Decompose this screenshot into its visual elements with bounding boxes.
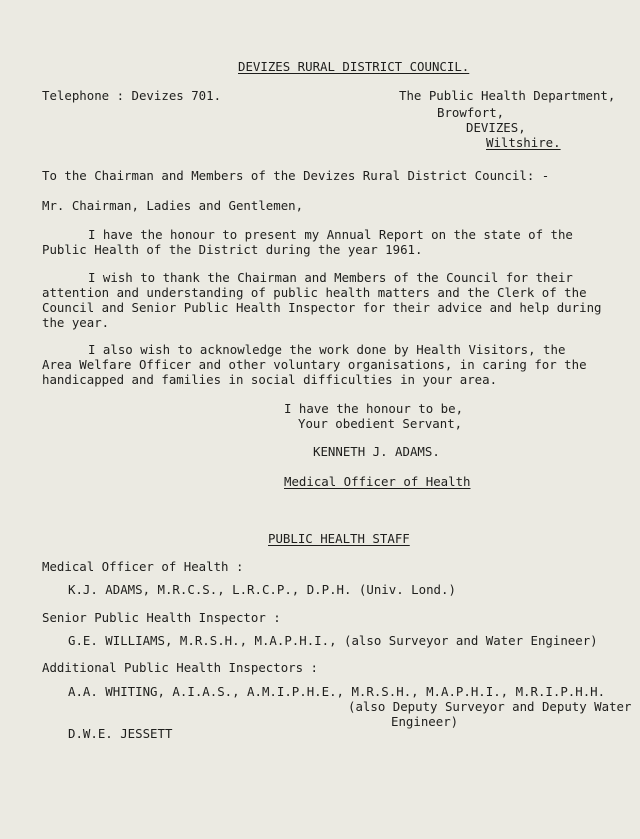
addressee: To the Chairman and Members of the Devizes Rural District Council: - xyxy=(42,168,550,183)
para2-line-2: attention and understanding of public health matters and the Clerk of the xyxy=(42,285,587,300)
senior-inspector-label: Senior Public Health Inspector : xyxy=(42,610,281,625)
para3-line-3: handicapped and families in social difficulties in your area. xyxy=(42,372,498,387)
address-line-3: DEVIZES, xyxy=(466,120,526,135)
moh-label: Medical Officer of Health : xyxy=(42,559,244,574)
para2-line-3: Council and Senior Public Health Inspector for their advice and help during xyxy=(42,300,602,315)
closing-line-1: I have the honour to be, xyxy=(284,401,464,416)
address-line-1: The Public Health Department, xyxy=(399,88,616,103)
para2-line-4: the year. xyxy=(42,315,110,330)
address-line-4: Wiltshire. xyxy=(486,135,561,150)
moh-entry: K.J. ADAMS, M.R.C.S., L.R.C.P., D.P.H. (Univ. Lond.) xyxy=(68,582,456,597)
telephone: Telephone : Devizes 701. xyxy=(42,88,222,103)
staff-heading: PUBLIC HEALTH STAFF xyxy=(268,531,410,546)
para1-line-1: I have the honour to present my Annual Report on the state of the xyxy=(88,227,573,242)
additional-inspector-note-line-2: Engineer) xyxy=(391,714,459,729)
para3-line-1: I also wish to acknowledge the work done by Health Visitors, the xyxy=(88,342,566,357)
salutation: Mr. Chairman, Ladies and Gentlemen, xyxy=(42,198,304,213)
para2-line-1: I wish to thank the Chairman and Members of the Council for their xyxy=(88,270,573,285)
signature-title: Medical Officer of Health xyxy=(284,474,471,489)
senior-inspector-entry: G.E. WILLIAMS, M.R.S.H., M.A.P.H.I., (also Surveyor and Water Engineer) xyxy=(68,633,598,648)
additional-inspector-entry-1: A.A. WHITING, A.I.A.S., A.M.I.P.H.E., M.R.S.H., M.A.P.H.I., M.R.I.P.H.H. xyxy=(68,684,606,699)
para3-line-2: Area Welfare Officer and other voluntary organisations, in caring for the xyxy=(42,357,587,372)
signature: KENNETH J. ADAMS. xyxy=(313,444,440,459)
additional-inspector-note-line-1: (also Deputy Surveyor and Deputy Water xyxy=(348,699,632,714)
additional-inspectors-label: Additional Public Health Inspectors : xyxy=(42,660,319,675)
closing-line-2: Your obedient Servant, xyxy=(298,416,463,431)
additional-inspector-entry-2: D.W.E. JESSETT xyxy=(68,726,173,741)
address-line-2: Browfort, xyxy=(437,105,505,120)
council-title: DEVIZES RURAL DISTRICT COUNCIL. xyxy=(238,59,470,74)
para1-line-2: Public Health of the District during the year 1961. xyxy=(42,242,423,257)
